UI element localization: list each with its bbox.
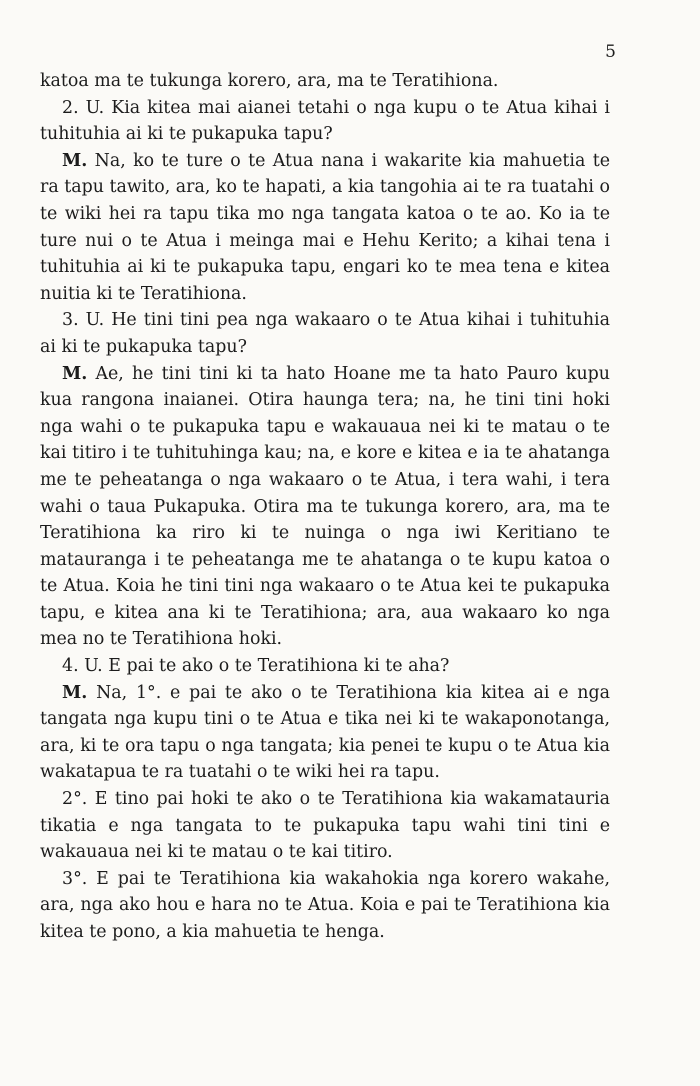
paragraph-answer-3	[40, 361, 610, 654]
paragraph-text: 2°. E tino pai hoki te ako o te Teratihiona kia wakamatauria tikatia e nga tangata to te pukapuka tapu wahi tini tini e wakauaua nei ki te matau o te kai titiro.	[40, 789, 610, 863]
paragraph-text: Na, 1°. e pai te ako o te Teratihiona kia kitea ai e nga tangata nga kupu tini o te Atua e tika nei ki te wakaponotanga, ara, ki te ora tapu o nga tangata; kia penei te kupu o te Atua kia wakatapua te ra tuatahi o te wiki hei ra tapu.	[40, 682, 610, 783]
paragraph-text: Na, ko te ture o te Atua nana i wakarite kia mahuetia te ra tapu tawito, ara, ko te hapati, a kia tangohia ai te ra tuatahi o te wiki hei ra tapu tika mo nga tangata katoa o te ao. Ko ia te ture nui o te Atua i meinga mai e Hehu Kerito; a kihai tena i tuhituhia ai ki te pukapuka tapu, engari ko te mea tena e kitea nuitia ki te Teratihiona.	[40, 150, 610, 304]
paragraph-text: 3. U. He tini tini pea nga wakaaro o te Atua kihai i tuhituhia ai ki te pukapuka tapu?	[40, 310, 610, 357]
page-number: 5	[605, 42, 616, 62]
speaker-label: M.	[62, 682, 88, 703]
speaker-label: M.	[62, 363, 88, 384]
paragraph-question-3	[40, 307, 610, 360]
paragraph-question-2	[40, 95, 610, 148]
body-text	[40, 68, 610, 946]
speaker-label: M.	[62, 150, 88, 171]
paragraph-answer-2	[40, 148, 610, 308]
paragraph-text: Ae, he tini tini ki ta hato Hoane me ta hato Pauro kupu kua rangona inaianei. Otira haunga tera; na, he tini tini hoki nga wahi o te pukapuka tapu e wakauaua nei ki te matau o te kai titiro i te tuhituhinga kau; na, e kore e kitea e ia te ahatanga me te peheatanga o nga wakaaro o te Atua, i tera wahi, i tera wahi o taua Pukapuka. Otira ma te tukunga korero, ara, ma te Teratihiona ka riro ki te nuinga o nga iwi Keritiano te matauranga i te peheatanga me te ahatanga o te kupu katoa o te Atua. Koia he tini tini nga wakaaro o te Atua kei te pukapuka tapu, e kitea ana ki te Teratihiona; ara, aua wakaaro ko nga mea no te Teratihiona hoki.	[40, 363, 610, 650]
paragraph-text: katoa ma te tukunga korero, ara, ma te Teratihiona.	[40, 71, 499, 91]
paragraph-text: 4. U. E pai te ako o te Teratihiona ki te aha?	[62, 656, 450, 677]
paragraph-text: 2. U. Kia kitea mai aianei tetahi o nga kupu o te Atua kihai i tuhituhia ai ki te pukapuka tapu?	[40, 97, 610, 145]
paragraph-point-2	[40, 786, 610, 866]
paragraph-point-3	[40, 866, 610, 946]
paragraph	[40, 68, 610, 95]
paragraph-answer-4	[40, 680, 610, 786]
paragraph-text: 3°. E pai te Teratihiona kia wakahokia nga korero wakahe, ara, nga ako hou e hara no te Atua. Koia e pai te Teratihiona kia kitea te pono, a kia mahuetia te henga.	[40, 868, 610, 942]
paragraph-question-4	[40, 653, 610, 680]
